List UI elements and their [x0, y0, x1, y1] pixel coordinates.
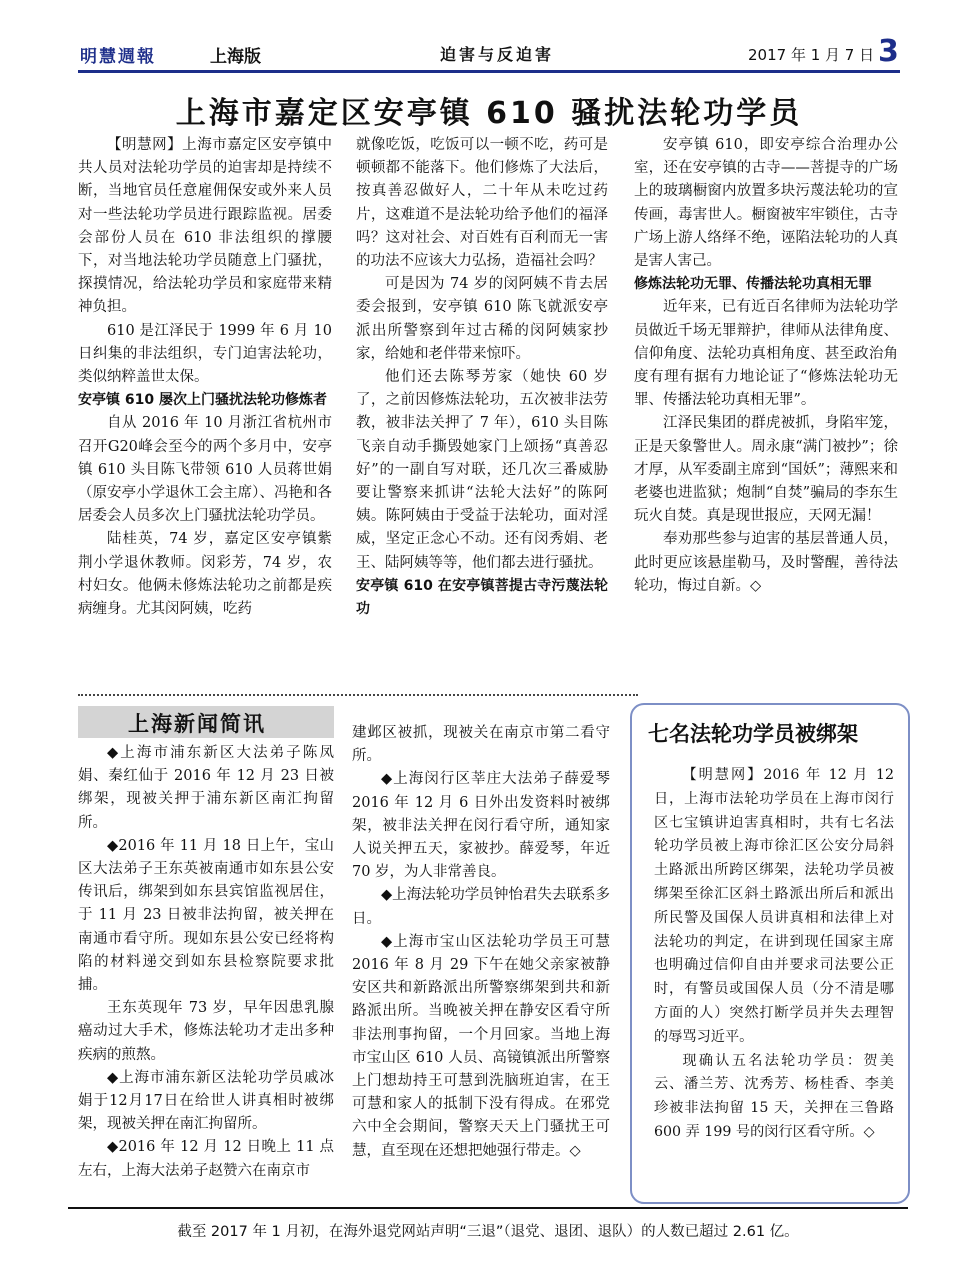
section-divider [78, 694, 638, 696]
article-column-1 [78, 134, 332, 621]
news-item: ◆上海市浦东新区法轮功学员戚冰娟于12月17日在给世人讲真相时被绑架，现被关押在南汇拘留所。 [78, 1069, 334, 1133]
news-item: ◆上海市浦东新区大法弟子陈凤娟、秦红仙于 2016 年 12 月 23 日被绑架，现被关押于浦东新区南汇拘留所。 [78, 745, 334, 831]
news-item: ◆上海闵行区莘庄大法弟子薛爱琴 2016 年 12 月 6 日外出发资料时被绑架，被非法关押在闵行看守所，通知家人说关押五天，家被抄。薛爱琴，年近 70 岁，为人非常善良。 [352, 771, 610, 881]
issue-date: 2017 年 1 月 7 日 [748, 46, 875, 64]
footer-rule [68, 1207, 908, 1209]
page-number: 3 [878, 34, 899, 69]
article-title: 上海市嘉定区安亭镇 610 骚扰法轮功学员 [175, 96, 803, 131]
section-title: 迫害与反迫害 [440, 45, 555, 64]
masthead-brand: 明慧週報 [80, 47, 156, 67]
boxed-article-body [654, 764, 894, 1145]
paragraph: 【明慧网】2016 年 12 月 12 日，上海市法轮功学员在上海市闵行区七宝镇讲迫害真相时，共有七名法轮功学员被上海市徐汇区公安分局斜土路派出所跨区绑架，法轮功学员被绑架至徐汇区斜土路派出所后和派出所民警及国保人员讲真相和法律上对法轮功的判定，在讲到现任国家主席也明确过信仰自由并要求司法要公正时，有警员或国保人员（分不清是哪方面的人）突然打断学员并失去理智的辱骂习近平。 [654, 767, 894, 1045]
boxed-article-title: 七名法轮功学员被绑架 [648, 722, 858, 746]
paragraph: 现确认五名法轮功学员：贺美云、潘兰芳、沈秀芳、杨桂香、李美珍被非法拘留 15 天，关押在三鲁路 600 弄 199 号的闵行区看守所。◇ [654, 1052, 894, 1140]
edition-label: 上海版 [210, 47, 261, 67]
header-rule [78, 70, 900, 73]
paragraph: 陆桂英，74 岁，嘉定区安亭镇紫荆小学退休教师。闵彩芳，74 岁，农村妇女。他俩未修炼法轮功之前都是疾病缠身。尤其闵阿姨，吃药 [78, 531, 332, 618]
paragraph: 江泽民集团的群虎被抓，身陷牢笼，正是天象警世人。周永康“满门被抄”；徐才厚，从军委副主席到“国妖”；薄熙来和老婆也进监狱；炮制“自焚”骗局的李东生玩火自焚。真是现世报应，天网无漏！ [634, 415, 898, 525]
news-section-title: 上海新闻简讯 [128, 712, 266, 736]
subheading: 修炼法轮功无罪、传播法轮功真相无罪 [634, 276, 872, 293]
news-item: ◆2016 年 12 月 12 日晚上 11 点左右，上海大法弟子赵赞六在南京市 [78, 1139, 334, 1179]
news-column-1 [78, 742, 334, 1183]
news-item: ◆2016 年 11 月 18 日上午，宝山区大法弟子王东英被南通市如东县公安传讯后，绑架到如东县宾馆监视居住，于 11 月 23 日被非法拘留，被关押在南通市看守所。现如东县公安已经将构陷的材料递交到如东县检察院要求批捕。 [78, 837, 334, 994]
paragraph: 安亭镇 610，即安亭综合治理办公室，还在安亭镇的古寺——菩提寺的广场上的玻璃橱窗内放置多块污蔑法轮功的宣传画，毒害世人。橱窗被牢牢锁住，古寺广场上游人络绎不绝，诬陷法轮功的人真是害人害己。 [634, 137, 898, 270]
footer-banner: 截至 2017 年 1 月初，在海外退党网站声明“三退”（退党、退团、退队）的人数已超过 2.61 亿。 [177, 1224, 799, 1240]
paragraph: 610 是江泽民于 1999 年 6 月 10 日纠集的非法组织，专门迫害法轮功，类似纳粹盖世太保。 [78, 322, 332, 386]
news-item: 王东英现年 73 岁，早年因患乳腺癌动过大手术，修炼法轮功才走出多种疾病的煎熬。 [78, 1000, 334, 1063]
news-item: ◆上海市宝山区法轮功学员王可慧 2016 年 8 月 29 下午在她父亲家被静安区共和新路派出所警察绑架到共和新路派出所。当晚被关押在静安区看守所非法刑事拘留，一个月回家。当地上海市宝山区 610 人员、高镜镇派出所警察上门想劫持王可慧到洗脑班迫害，在王可慧和家人的抵制下没有得成。在邪党六中全会期间，警察天天上门骚扰王可慧，直至现在还想把她强行带走。◇ [352, 933, 610, 1159]
subheading: 安亭镇 610 在安亭镇菩提古寺污蔑法轮功 [356, 577, 608, 618]
paragraph: 可是因为 74 岁的闵阿姨不肯去居委会报到，安亭镇 610 陈飞就派安亭派出所警察到年过古稀的闵阿姨家抄家，给她和老伴带来惊吓。 [356, 276, 608, 362]
paragraph: 他们还去陈琴芳家（她快 60 岁了，之前因修炼法轮功，五次被非法劳教，被非法关押了 7 年），610 头目陈飞亲自动手撕毁她家门上颂扬“真善忍好”的一副自写对联，还几次三番威胁要让警察来抓讲“法轮大法好”的陈阿姨。陈阿姨由于受益于法轮功，面对淫威，坚定正念心不动。还有闵秀娟、老王、陆阿姨等等，他们都去进行骚扰。 [356, 369, 608, 571]
subheading: 安亭镇 610 屡次上门骚扰法轮功修炼者 [78, 392, 327, 409]
news-item: 建邺区被抓，现被关在南京市第二看守所。 [352, 725, 610, 765]
paragraph: 就像吃饭，吃饭可以一顿不吃，药可是顿顿都不能落下。他们修炼了大法后，按真善忍做好人，二十年从未吃过药片，这难道不是法轮功给予他们的福泽吗？这对社会、对百姓有百利而无一害的功法不应该大力弘扬，造福社会吗？ [356, 137, 608, 270]
article-column-2 [356, 134, 608, 621]
news-column-2 [352, 722, 610, 1163]
article-column-3 [634, 134, 898, 598]
paragraph: 奉劝那些参与迫害的基层普通人员，此时更应该悬崖勒马，及时警醒，善待法轮功，悔过自新。◇ [634, 531, 898, 594]
paragraph: 近年来，已有近百名律师为法轮功学员做近千场无罪辩护，律师从法律角度、信仰角度、法轮功真相角度、甚至政治角度有理有据有力地论证了“修炼法轮功无罪、传播法轮功真相无罪”。 [634, 299, 898, 409]
paragraph: 自从 2016 年 10 月浙江省杭州市召开G20峰会至今的两个多月中，安亭镇 610 头目陈飞带领 610 人员蒋世娟（原安亭小学退休工会主席）、冯艳和各居委会人员多次上门骚扰法轮功学员。 [78, 415, 332, 525]
paragraph: 【明慧网】上海市嘉定区安亭镇中共人员对法轮功学员的迫害却是持续不断，当地官员任意雇佣保安或外来人员对一些法轮功学员进行跟踪监视。居委会部份人员在 610 非法组织的撑腰下，对当地法轮功学员随意上门骚扰，探摸情况，给法轮功学员和家庭带来精神负担。 [78, 137, 332, 316]
news-item: ◆上海法轮功学员钟怡君失去联系多日。 [352, 887, 610, 927]
